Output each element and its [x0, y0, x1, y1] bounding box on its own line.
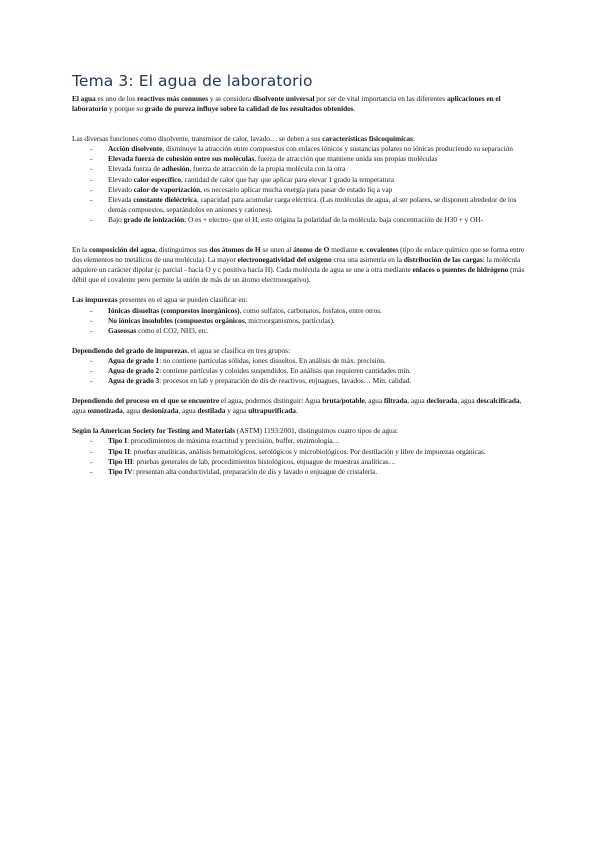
properties-list: [72, 144, 528, 225]
bold-term: constante dieléctrica: [133, 194, 197, 204]
impurity-item: - Gaseosas como el CO2, NH3, etc.: [72, 326, 528, 336]
intro-paragraph: El agua es uno de los reactivos más comunes y se considera disolvente universal por ser de vital importancia en las diferentes aplicaciones en el laboratorio y porque su grado de pureza influye sobre la calidad de los resultados obtenidos.: [72, 94, 501, 114]
bold-term: electronegatividad del oxígeno: [237, 255, 332, 265]
bold-term: Dependiendo del proceso en el que se encuentre: [72, 396, 220, 406]
grade-item: - Agua de grado 2: contiene partículas y coloides suspendidos. En análisis que requieren cantidades mín.: [72, 366, 528, 376]
process-paragraph: Dependiendo del proceso en el que se encuentre el agua, podemos distinguir: Agua bruta/potable, agua filtrada, agua declorada, agua descalcificada, agua osmotizada, agua desionizada, agua destilada y agua ultrapurificada.: [72, 396, 522, 416]
astm-type-item: - Tipo II: pruebas analíticas, análisis hematológicos, serológicos y microbiológicos. Por destilación y libre de impurezas orgánicas.: [72, 447, 528, 457]
bold-term: Agua de grado 3: [108, 376, 160, 386]
bold-term: grado de ionización: [123, 214, 185, 224]
bold-term: Dependiendo del grado de impurezas: [72, 345, 188, 355]
astm-types-list: [72, 436, 528, 476]
bold-term: Tipo IV: [108, 466, 133, 476]
bold-term: Gaseosas: [108, 325, 137, 335]
bold-term: Según la American Society for Testing and Materials: [72, 426, 235, 436]
property-item: - Elevado calor de vaporización, es necesario aplicar mucha energía para pasar de estado líq a vap: [72, 185, 528, 195]
impurity-item: - No iónicas insolubles (compuestos orgánicos, microorganismos, partículas).: [72, 316, 528, 326]
composition-paragraph: En la composición del agua, distinguimos sus dos átomos de H se unen al átomo de O mediante e. covalentes (tipo de enlace químico que se forma entre dos elementos no metálicos de una molécula). La mayor electronegatividad del oxígeno crea una asimetría en la distribución de las cargas: la molécula adquiere un carácter dipolar (c parcial - hacia O y c positiva hacia H). Cada molécula de agua se une a otra mediante enlaces o puentes de hidrógeno (más débil que el covalente pero permite la unión de más de un átomo electronegativo).: [72, 245, 525, 285]
bold-term: declorada: [426, 396, 458, 406]
impurity-item: - Iónicas disueltas (compuestos inorgánicos), como sulfatos, carbonatos, fosfatos, entre otros.: [72, 306, 528, 316]
bold-term: Tipo II: [108, 446, 130, 456]
grade-item: - Agua de grado 3: procesos en lab y preparación de dis de reactivos, enjuagues, lavados… Mín. calidad.: [72, 376, 528, 386]
bold-term: distribución de las cargas: [403, 255, 483, 265]
property-item: - Elevada fuerza de cohesión entre sus moléculas, fuerza de atracción que mantiene unida sus propias moléculas: [72, 154, 528, 164]
bold-term: átomo de O: [293, 245, 330, 255]
bold-term: El agua: [72, 94, 96, 103]
grades-paragraph: Dependiendo del grado de impurezas, el agua se clasifica en tres grupos:: [72, 345, 290, 355]
property-item: - Acción disolvente, disminuye la atracción entre compuestos con enlaces iónicos y sustancias polares no iónicas produciendo su separación: [72, 144, 528, 154]
bold-term: reactivos más comunes: [137, 94, 209, 103]
bold-term: osmotizada: [87, 406, 123, 416]
bold-term: características fisicoquímicas: [322, 134, 413, 144]
bold-term: Las impurezas: [72, 295, 118, 305]
bold-term: dos átomos de H: [209, 245, 261, 255]
bold-term: Agua de grado 1: [108, 355, 160, 365]
bold-term: calor específico: [133, 174, 181, 184]
astm-type-item: - Tipo III: pruebas generales de lab, procedimientos histológicos, enjuague de muestras analíticas…: [72, 457, 528, 467]
bold-term: Agua de grado 2: [108, 365, 160, 375]
bold-term: Acción disolvente: [108, 144, 163, 154]
bold-term: Tipo I: [108, 436, 128, 446]
bold-term: destilada: [197, 406, 226, 416]
property-item: - Elevado calor específico, cantidad de calor que hay que aplicar para elevar 1 grado la temperatura: [72, 175, 528, 185]
bold-term: bruta/potable: [322, 396, 365, 406]
bold-term: desionizada: [141, 406, 179, 416]
bold-term: grado de pureza influye sobre la calidad de los resultados obtenidos: [144, 104, 354, 114]
astm-type-item: - Tipo IV: presentan alta conductividad, preparación de dis y lavado o enjuague de cristalería.: [72, 467, 528, 477]
bold-term: filtrada: [383, 396, 408, 406]
property-item: - Bajo grado de ionización: O es + electro- que el H, esto origina la polaridad de la molécula. baja concentración de H30 + y OH-: [72, 215, 528, 225]
astm-type-item: - Tipo I: procedimientos de máxima exactitud y precisión, buffer, enzimología…: [72, 436, 528, 446]
bold-term: disolvente universal: [252, 94, 315, 103]
bold-term: e. covalentes: [359, 245, 399, 255]
grade-item: - Agua de grado 1: no contiene partículas sólidas, iones disueltos. En análisis de máx. precisión.: [72, 356, 528, 366]
bold-term: adhesión: [161, 164, 190, 174]
page-title: Tema 3: El agua de laboratorio: [72, 72, 313, 90]
impurities-paragraph: Las impurezas presentes en el agua se pueden clasificar en:: [72, 295, 248, 305]
functions-paragraph: Las diversas funciones como disolvente, transmisor de calor, lavado… se deben a sus características fisicoquímicas:: [72, 134, 415, 144]
bold-term: descalcificada: [476, 396, 520, 406]
bold-term: Tipo III: [108, 456, 133, 466]
bold-term: ultrapurificada: [248, 406, 296, 416]
astm-paragraph: Según la American Society for Testing and Materials (ASTM) 1193:2001, distinguimos cuatro tipos de agua:: [72, 426, 398, 436]
bold-term: No iónicas insolubles (compuestos orgánicos: [108, 315, 245, 325]
bold-term: Elevada fuerza de cohesión entre sus moléculas: [108, 154, 255, 164]
grades-list: [72, 356, 528, 386]
bold-term: calor de vaporización: [133, 184, 201, 194]
property-item: - Elevada constante dieléctrica, capacidad para acumular carga eléctrica. (Las moléculas de agua, al ser polares, se disponen alrededor de los demás compuestos, separándolos en aniones y cationes).: [72, 195, 528, 215]
impurities-list: [72, 306, 528, 336]
bold-term: enlaces o puentes de hidrógeno: [412, 265, 509, 275]
bold-term: composición del agua: [88, 245, 156, 255]
property-item: - Elevada fuerza de adhesión, fuerza de atracción de la propia molécula con la otra: [72, 164, 528, 174]
bold-term: Iónicas disueltas (compuestos inorgánicos): [108, 305, 240, 315]
document-body: [72, 72, 528, 477]
bold-term: aplicaciones en el laboratorio: [72, 94, 501, 114]
